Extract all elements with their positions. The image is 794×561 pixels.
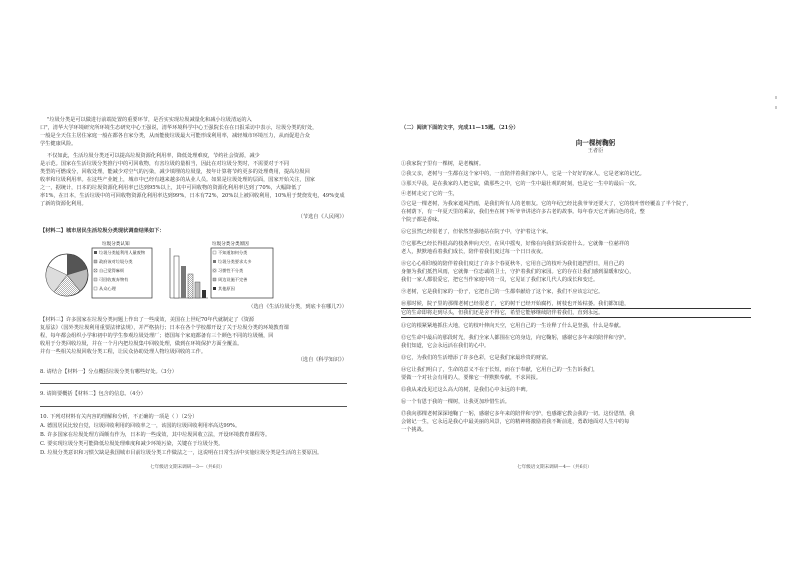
question-9: 9. 请简要概括【材料二】包含的信息。（4分） xyxy=(40,391,146,397)
paragraph: ①我家院子里有一棵树，是老槐树。 xyxy=(401,161,485,167)
paragraph: 在树荫下，有一年夏天里的乘凉，我们坐在树下听爷爷讲述许多古老的故事。每年春天它开满白色的花，整 xyxy=(401,209,645,215)
option-c: C. 要实现垃圾分类可能降低垃圾处理难度和减少环境污染，关键在于垃圾分类。 xyxy=(40,441,224,447)
option-d: D. 垃圾分类意识和习惯欠缺是我国城市目前垃圾分类工作做法之一，这说明在日常生活中实施垃圾分类是生活的主要原因。 xyxy=(40,450,323,456)
text-line: 学生健康风险。 xyxy=(40,141,77,147)
paragraph: 我们知道，它会永远活在我们的心中。 xyxy=(401,343,490,349)
text-line: 程，每年都会组织小学和初中的学生参观垃圾处理厂；德国每个家庭都备有三个颜色不同的垃圾桶，回 xyxy=(40,333,274,339)
charts-figure xyxy=(40,238,280,304)
text-line: 率1%，在日本，生活垃圾中的可回收物资源化利用率达到99%，日本有72%，20%以上被回收利用，10%用于焚烧发电，49%变成 xyxy=(40,193,345,199)
underlined-paragraph: 它的生命即将走到尽头，但我们还是舍不得它，希望它能够继续陪伴着我们，直到永远。 xyxy=(401,309,751,318)
paragraph: 老人，默默地看着我们成长，陪伴着我们度过每一个日日夜夜。 xyxy=(401,249,547,255)
text-line: 并有一些相关垃圾回收分类工程，让民众协助处理人物垃圾回收的工作。 xyxy=(40,349,207,355)
pie-legend-item: 垃圾分类能利用人量废物 xyxy=(99,250,146,255)
bar xyxy=(181,266,186,298)
paragraph: ③那天早晨，是在我家的人把它砍，做那些之中，它的一生中最壮观的时刻，也是它一生中的最后一次。 xyxy=(401,181,640,187)
passage-title: 向一棵树鞠躬 xyxy=(575,139,616,147)
right-page xyxy=(397,0,794,561)
question-8: 8. 请结合【材料一】分点概括垃圾分类有哪些好处。（3分） xyxy=(40,369,177,375)
paragraph: 身躯为我们抵挡风雨，它就像一位忠诚的卫士，守护着我们的家园。它的存在让我们感到温暖和安心， xyxy=(401,269,635,275)
bar-legend-item: 习惯性不分类 xyxy=(218,268,244,273)
bar-title: 垃圾分类分类原因 xyxy=(212,242,249,247)
text-line: 类型的可燃成分，回收处理，能减少对空气的污染，减少填埋的垃圾量，按年计算将节约更多的处理费用，提高垃圾回 xyxy=(40,169,310,175)
page-footer: 七年级语文期末调研—3—（共6页） xyxy=(150,465,225,470)
pie-legend-item: 从众心理 xyxy=(99,286,116,291)
paragraph: ⑰我向那棵老树深深地鞠了一躬，感谢它多年来的陪伴和守护，也感谢它教会我的一切。这份恩情，我 xyxy=(401,411,635,417)
text-line: "垃圾分类是可以做进行前端处置的重要环节，是否实实现垃圾减量化和减小垃圾清运的入 xyxy=(47,117,252,123)
option-a: A. 德国居民比较自觉，垃圾回收利用的回收率之一，该国的垃圾回收利用率高达99%。 xyxy=(40,423,241,429)
passage-author: 王者臣 xyxy=(587,148,604,154)
underlined-paragraph: ⑩那时候，院子里的那棵老树已经很老了，它的树干已经开始腐朽，树枝也开始枯萎。我们都知道， xyxy=(401,300,751,309)
pie-legend-item: 自己觉得麻烦 xyxy=(99,268,125,273)
paragraph: ⑦它那些已经长得很高的枝条伸向天空，在风中摇曳，好像在向我们诉说着什么。它就像一位慈祥的 xyxy=(401,241,630,247)
bar-legend-item: 不知道如何分类 xyxy=(218,250,248,255)
paragraph: ②我父亲，老树与一生都在这个家中的，一直陪伴着我们家中人，它是一个好好的家人，它是老家的记忆。 xyxy=(401,171,645,177)
bar xyxy=(195,282,200,298)
text-line: 是示范。国家在生活垃圾分类推行中的可回收物，有害垃圾的量相当，因此在对垃圾分类时，不需要对于不同 xyxy=(40,161,290,167)
bar xyxy=(174,256,179,298)
paragraph: 会铭记一生，它永远是我心中最美丽的风景，它的精神将激励着我不断前进，勇敢地面对人生中的每 xyxy=(401,419,630,425)
paragraph: 我们一家人都很爱它，把它当作家庭中的一员，它见证了我们家几代人的成长和变迁。 xyxy=(401,277,599,283)
text-line: 不仅如此，生活垃圾分类还可以提高垃圾资源化利用率，降低处理难度，节约社会资源，减少 xyxy=(47,153,260,159)
bar-legend-item: 其他原因 xyxy=(218,286,235,291)
answer-line xyxy=(40,383,347,384)
question-10: 10. 下列对材料有关内容的理解和分析，不正确的一项是（ ）（2分） xyxy=(40,414,198,420)
section-header: （二）阅读下面的文字，完成11—15题。（21分） xyxy=(401,125,519,131)
paragraph: ④老树走完了它的一生， xyxy=(401,191,459,197)
material2-heading: 【材料二】城市居民生活垃圾分类现状调查结果如下： xyxy=(40,228,165,234)
page-footer: 七年级语文期末调研—4—（共6页） xyxy=(517,465,592,470)
paragraph: 一个挑战。 xyxy=(401,427,427,433)
option-b: B. 许多国家在垃圾处理方面颇有作为，日本的一些成效，其中垃圾回收立法，开设环境教育课程等。 xyxy=(40,432,271,438)
scan-mark xyxy=(775,106,777,109)
text-line: 【材料三】许多国家在垃圾分类问题上作出了一些成效，美国在上世纪70年代就制定了《资源 xyxy=(40,317,255,323)
bar-legend-item: 垃圾分类要求太多 xyxy=(218,259,252,264)
bar xyxy=(202,290,206,298)
paragraph: 要做一个对社会有用的人，要像它一样默默奉献，不求回报。 xyxy=(401,375,542,381)
text-line: 了新的资源化利用。 xyxy=(40,201,87,207)
text-line: 一般是全天住主居住家庭一般在都各自家分类，从而能使垃圾最大可能形成利用率，减轻城市环境压力，从而促进合众 xyxy=(40,133,310,139)
pie-legend-item: 可回收废弃物有 xyxy=(99,277,129,282)
text-line: 收率和垃圾利用率。在这些产业链上，城市中已经有越来越多的从业人员。如果是垃圾处理的层面，国家开始关注，国家 xyxy=(40,177,315,183)
paragraph: 个院子都是香味。 xyxy=(401,217,443,223)
paragraph: ⑫它生命中最后的那段时光，我们全家人都围在它的身边，向它鞠躬，感谢它多年来的陪伴和守护。 xyxy=(401,335,630,341)
paragraph: ⑯一个有恩于我的一棵树，让我更加珍惜生活。 xyxy=(401,399,510,405)
bar xyxy=(188,274,193,298)
chart-source: （选自《生活垃圾分类，到底卡在哪儿?》） xyxy=(248,304,347,310)
paragraph: ⑮我从来没见过这么高大的树，是我们心中永远的丰碑。 xyxy=(401,387,531,393)
source-credit: （节选自《人民网》） xyxy=(297,214,347,220)
paragraph: ⑤它是一棵老树，为我家遮风挡雨，是我们所有人的老朋友。它的年纪已经比我爷爷还要大了，它的枝叶曾经覆盖了半个院子， xyxy=(401,201,692,207)
text-line: 复原法》（国外类垃圾利用重要法律法规），并严格执行；日本在各个学校都开设了关于垃圾分类的环境教育课 xyxy=(40,325,289,331)
text-line: 口"，清华大学环境研究所环境生态研究中心王强说，清华环境科学中心王强院长在在日报采访中表示，垃圾分类的好处， xyxy=(40,125,318,131)
paragraph: ⑥它虽然已经很老了，但依然坚强地站在院子中，守护着这个家。 xyxy=(401,229,552,235)
paragraph: ⑪它的根紧紧地抓住大地，它的枝叶伸向天空，它用自己的一生诠释了什么是坚强，什么是奉献。 xyxy=(401,323,625,329)
text-line: 收用于分类回收垃圾，并在一个月内把垃圾集中回收处理，做到在环境保护方面全覆盖。 xyxy=(40,341,243,347)
paragraph: ⑭它让我们明白了，生命的意义不在于长短，而在于奉献，它用自己的一生告诉我们， xyxy=(401,367,599,373)
paragraph: ⑨老树，它是我们家的一份子，它把自己的一生都奉献给了这个家，我们不应该忘记它。 xyxy=(401,289,604,295)
text-line: 之一，据统计，日本的垃圾资源化利用率已达到95%以上，其中可回收物的资源化利用率达到了70%，大幅降低了 xyxy=(40,185,302,191)
paragraph: ⑧它心心相印般的陪伴着我们度过了许多个春夏秋冬，它用自己的枝叶为我们遮挡烈日，用自己的 xyxy=(401,261,625,267)
pie-title: 垃圾分类认知 xyxy=(102,242,130,247)
paragraph: ⑬它，为我们的生活增添了许多色彩，它是我们家最珍贵的财富。 xyxy=(401,355,552,361)
scan-mark xyxy=(775,96,777,99)
answer-line xyxy=(40,406,347,407)
pie-legend-item: 政府该对垃圾分类 xyxy=(99,259,133,264)
source-credit: （选自《科学知识》） xyxy=(297,357,347,363)
bar-legend-item: 周边设施不完善 xyxy=(218,277,248,282)
